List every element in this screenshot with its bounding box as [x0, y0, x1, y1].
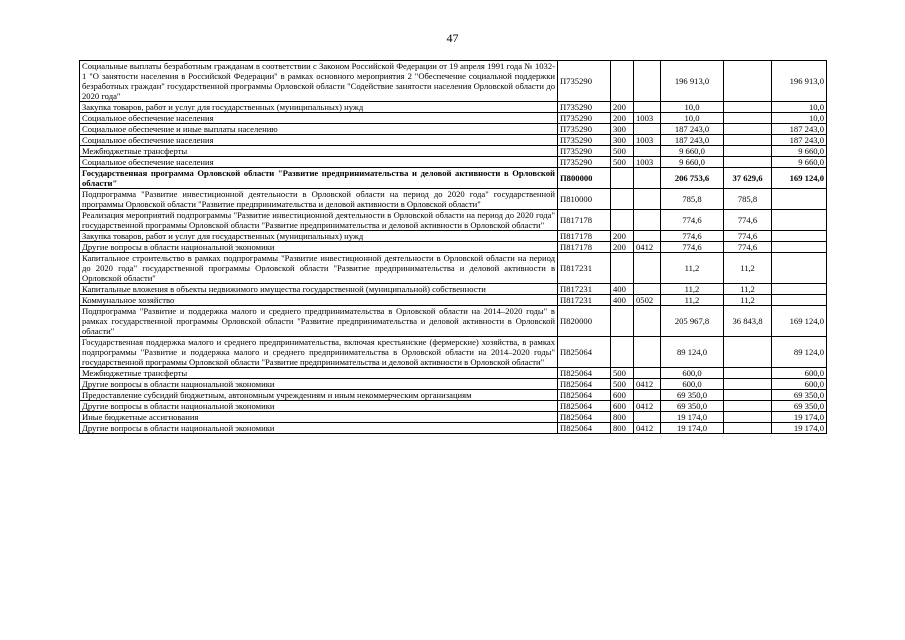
row-amount-total: 187 243,0 [772, 135, 827, 146]
row-target-code: П800000 [558, 168, 611, 189]
table-row [80, 61, 827, 102]
row-amount-total: 89 124,0 [772, 337, 827, 368]
row-amount-1: 19 174,0 [661, 423, 724, 434]
row-amount-1: 69 350,0 [661, 390, 724, 401]
row-amount-total: 196 913,0 [772, 61, 827, 102]
row-section-code [634, 284, 661, 295]
row-target-code: П825064 [558, 412, 611, 423]
table-row [80, 102, 827, 113]
table-row [80, 295, 827, 306]
row-amount-total: 169 124,0 [772, 168, 827, 189]
row-target-code: П825064 [558, 390, 611, 401]
row-description: Капитальные вложения в объекты недвижимого имущества государственной (муниципальной) собственности [80, 284, 558, 295]
row-amount-2: 36 843,8 [724, 306, 772, 337]
row-expense-type: 300 [611, 124, 634, 135]
row-section-code [634, 253, 661, 284]
row-amount-1: 600,0 [661, 368, 724, 379]
row-amount-1: 9 660,0 [661, 146, 724, 157]
row-expense-type: 400 [611, 295, 634, 306]
row-target-code: П817231 [558, 284, 611, 295]
row-description: Социальные выплаты безработным гражданам в соответствии с Законом Российской Федерации от 19 апреля 1991 года № 1032-1 "О занятости населения в Российской Федерации" в рамках основного мероприятия 2 "Обеспечение социальной поддержки безработных граждан" государственной программы Орловской области "Содействие занятости населения Орловской области до 2020 года" [80, 61, 558, 102]
row-section-code [634, 306, 661, 337]
row-description: Капитальное строительство в рамках подпрограммы "Развитие инвестиционной деятельности в Орловской области на период до 2020 года" государственной программы Орловской области "Развитие предпринимательства и деловой активности в Орловской области" [80, 253, 558, 284]
row-amount-total [772, 189, 827, 210]
row-target-code: П817178 [558, 231, 611, 242]
row-amount-1: 9 660,0 [661, 157, 724, 168]
row-amount-total: 600,0 [772, 379, 827, 390]
row-amount-total: 69 350,0 [772, 390, 827, 401]
row-amount-1: 206 753,6 [661, 168, 724, 189]
table-row [80, 210, 827, 231]
row-description: Государственная программа Орловской области "Развитие предпринимательства и деловой активности в Орловской области" [80, 168, 558, 189]
row-amount-2: 37 629,6 [724, 168, 772, 189]
table-row [80, 231, 827, 242]
table-row [80, 423, 827, 434]
row-section-code: 0502 [634, 295, 661, 306]
row-target-code: П817231 [558, 295, 611, 306]
row-amount-1: 774,6 [661, 231, 724, 242]
row-expense-type: 800 [611, 412, 634, 423]
row-expense-type [611, 210, 634, 231]
row-amount-2 [724, 390, 772, 401]
row-expense-type: 500 [611, 146, 634, 157]
row-section-code: 1003 [634, 135, 661, 146]
row-section-code [634, 146, 661, 157]
row-target-code: П817231 [558, 253, 611, 284]
row-expense-type: 300 [611, 135, 634, 146]
row-section-code: 0412 [634, 401, 661, 412]
row-description: Другие вопросы в области национальной экономики [80, 379, 558, 390]
row-target-code: П735290 [558, 61, 611, 102]
row-amount-2: 11,2 [724, 253, 772, 284]
budget-table [79, 60, 827, 434]
row-expense-type [611, 306, 634, 337]
row-description: Социальное обеспечение и иные выплаты населению [80, 124, 558, 135]
row-target-code: П820000 [558, 306, 611, 337]
row-amount-total: 169 124,0 [772, 306, 827, 337]
row-description: Социальное обеспечение населения [80, 157, 558, 168]
row-target-code: П825064 [558, 401, 611, 412]
table-row [80, 168, 827, 189]
row-amount-2 [724, 157, 772, 168]
row-section-code: 0412 [634, 379, 661, 390]
row-amount-total: 10,0 [772, 113, 827, 124]
row-amount-2 [724, 124, 772, 135]
row-expense-type [611, 189, 634, 210]
row-section-code [634, 231, 661, 242]
row-target-code: П735290 [558, 113, 611, 124]
row-description: Другие вопросы в области национальной экономики [80, 423, 558, 434]
row-description: Подпрограмма "Развитие инвестиционной деятельности в Орловской области на период до 2020 года" государственной программы Орловской области "Развитие предпринимательства и деловой активности в Орловской области" [80, 189, 558, 210]
row-description: Реализация мероприятий подпрограммы "Развитие инвестиционной деятельности в Орловской области на период до 2020 года" государственной программы Орловской области "Развитие предпринимательства и деловой активности в Орловской области" [80, 210, 558, 231]
row-amount-total: 9 660,0 [772, 146, 827, 157]
row-section-code [634, 102, 661, 113]
row-amount-total [772, 295, 827, 306]
row-amount-total: 19 174,0 [772, 412, 827, 423]
row-target-code: П735290 [558, 124, 611, 135]
row-amount-1: 187 243,0 [661, 135, 724, 146]
table-row [80, 306, 827, 337]
row-amount-2 [724, 368, 772, 379]
row-amount-2: 785,8 [724, 189, 772, 210]
table-row [80, 379, 827, 390]
row-amount-1: 19 174,0 [661, 412, 724, 423]
row-description: Иные бюджетные ассигнования [80, 412, 558, 423]
page-number: 47 [446, 31, 459, 45]
row-amount-total: 600,0 [772, 368, 827, 379]
table-row [80, 113, 827, 124]
row-section-code: 0412 [634, 423, 661, 434]
table-row [80, 242, 827, 253]
row-expense-type: 600 [611, 401, 634, 412]
row-description: Подпрограмма "Развитие и поддержка малого и среднего предпринимательства в Орловской области на 2014–2020 годы" в рамках государственной программы Орловской области "Развитие предпринимательства и деловой активности в Орловской области" [80, 306, 558, 337]
row-section-code [634, 368, 661, 379]
row-description: Социальное обеспечение населения [80, 135, 558, 146]
table-row [80, 146, 827, 157]
row-section-code [634, 189, 661, 210]
row-expense-type [611, 337, 634, 368]
row-description: Коммунальное хозяйство [80, 295, 558, 306]
row-amount-2 [724, 146, 772, 157]
row-description: Межбюджетные трансферты [80, 368, 558, 379]
row-amount-total: 69 350,0 [772, 401, 827, 412]
row-description: Другие вопросы в области национальной экономики [80, 242, 558, 253]
row-amount-1: 10,0 [661, 113, 724, 124]
row-amount-total: 187 243,0 [772, 124, 827, 135]
row-section-code [634, 390, 661, 401]
row-amount-total: 10,0 [772, 102, 827, 113]
row-expense-type: 500 [611, 157, 634, 168]
row-description: Закупка товаров, работ и услуг для государственных (муниципальных) нужд [80, 231, 558, 242]
row-amount-2 [724, 337, 772, 368]
row-amount-2 [724, 412, 772, 423]
row-amount-1: 774,6 [661, 210, 724, 231]
row-section-code [634, 412, 661, 423]
table-row [80, 390, 827, 401]
row-amount-2 [724, 423, 772, 434]
row-target-code: П817178 [558, 210, 611, 231]
row-section-code [634, 337, 661, 368]
row-amount-2: 774,6 [724, 210, 772, 231]
row-expense-type: 200 [611, 242, 634, 253]
row-expense-type: 500 [611, 379, 634, 390]
row-target-code: П735290 [558, 146, 611, 157]
row-section-code [634, 168, 661, 189]
row-target-code: П735290 [558, 135, 611, 146]
row-amount-2 [724, 135, 772, 146]
row-description: Социальное обеспечение населения [80, 113, 558, 124]
row-amount-1: 89 124,0 [661, 337, 724, 368]
row-amount-2 [724, 102, 772, 113]
row-section-code: 0412 [634, 242, 661, 253]
row-amount-1: 774,6 [661, 242, 724, 253]
row-expense-type [611, 253, 634, 284]
row-description: Государственная поддержка малого и среднего предпринимательства, включая крестьянские (фермерские) хозяйства, в рамках подпрограммы "Развитие и поддержка малого и среднего предпринимательства в Орловской области на 2014–2020 годы" государственной программы Орловской области "Развитие предпринимательства и деловой активности в Орловской области" [80, 337, 558, 368]
row-amount-1: 785,8 [661, 189, 724, 210]
row-amount-2: 774,6 [724, 242, 772, 253]
row-section-code [634, 61, 661, 102]
row-expense-type: 200 [611, 231, 634, 242]
row-amount-total [772, 210, 827, 231]
row-amount-1: 205 967,8 [661, 306, 724, 337]
table-row [80, 284, 827, 295]
row-amount-total [772, 242, 827, 253]
table-body [80, 61, 827, 434]
row-section-code [634, 210, 661, 231]
row-expense-type: 500 [611, 368, 634, 379]
row-amount-total [772, 231, 827, 242]
row-amount-2 [724, 379, 772, 390]
row-expense-type [611, 61, 634, 102]
row-target-code: П825064 [558, 379, 611, 390]
row-amount-total: 9 660,0 [772, 157, 827, 168]
row-expense-type: 200 [611, 113, 634, 124]
row-amount-1: 187 243,0 [661, 124, 724, 135]
row-amount-2: 774,6 [724, 231, 772, 242]
row-description: Предоставление субсидий бюджетным, автономным учреждениям и иным некоммерческим организациям [80, 390, 558, 401]
row-amount-2 [724, 113, 772, 124]
row-expense-type [611, 168, 634, 189]
row-target-code: П810000 [558, 189, 611, 210]
row-description: Межбюджетные трансферты [80, 146, 558, 157]
row-expense-type: 800 [611, 423, 634, 434]
row-target-code: П825064 [558, 368, 611, 379]
row-description: Другие вопросы в области национальной экономики [80, 401, 558, 412]
row-target-code: П825064 [558, 423, 611, 434]
row-target-code: П825064 [558, 337, 611, 368]
row-amount-1: 600,0 [661, 379, 724, 390]
table-row [80, 337, 827, 368]
row-target-code: П735290 [558, 157, 611, 168]
row-amount-total [772, 284, 827, 295]
row-amount-total: 19 174,0 [772, 423, 827, 434]
table-row [80, 253, 827, 284]
row-amount-1: 11,2 [661, 253, 724, 284]
row-target-code: П817178 [558, 242, 611, 253]
row-amount-1: 11,2 [661, 284, 724, 295]
row-section-code: 1003 [634, 113, 661, 124]
row-expense-type: 600 [611, 390, 634, 401]
table-row [80, 157, 827, 168]
table-row [80, 124, 827, 135]
row-expense-type: 200 [611, 102, 634, 113]
row-expense-type: 400 [611, 284, 634, 295]
row-section-code: 1003 [634, 157, 661, 168]
row-amount-2: 11,2 [724, 284, 772, 295]
row-amount-1: 196 913,0 [661, 61, 724, 102]
row-amount-1: 11,2 [661, 295, 724, 306]
row-amount-total [772, 253, 827, 284]
row-description: Закупка товаров, работ и услуг для государственных (муниципальных) нужд [80, 102, 558, 113]
table-row [80, 368, 827, 379]
row-amount-1: 10,0 [661, 102, 724, 113]
row-amount-2: 11,2 [724, 295, 772, 306]
row-amount-2 [724, 61, 772, 102]
table-row [80, 412, 827, 423]
row-target-code: П735290 [558, 102, 611, 113]
row-amount-2 [724, 401, 772, 412]
table-row [80, 401, 827, 412]
table-row [80, 189, 827, 210]
row-section-code [634, 124, 661, 135]
row-amount-1: 69 350,0 [661, 401, 724, 412]
table-row [80, 135, 827, 146]
